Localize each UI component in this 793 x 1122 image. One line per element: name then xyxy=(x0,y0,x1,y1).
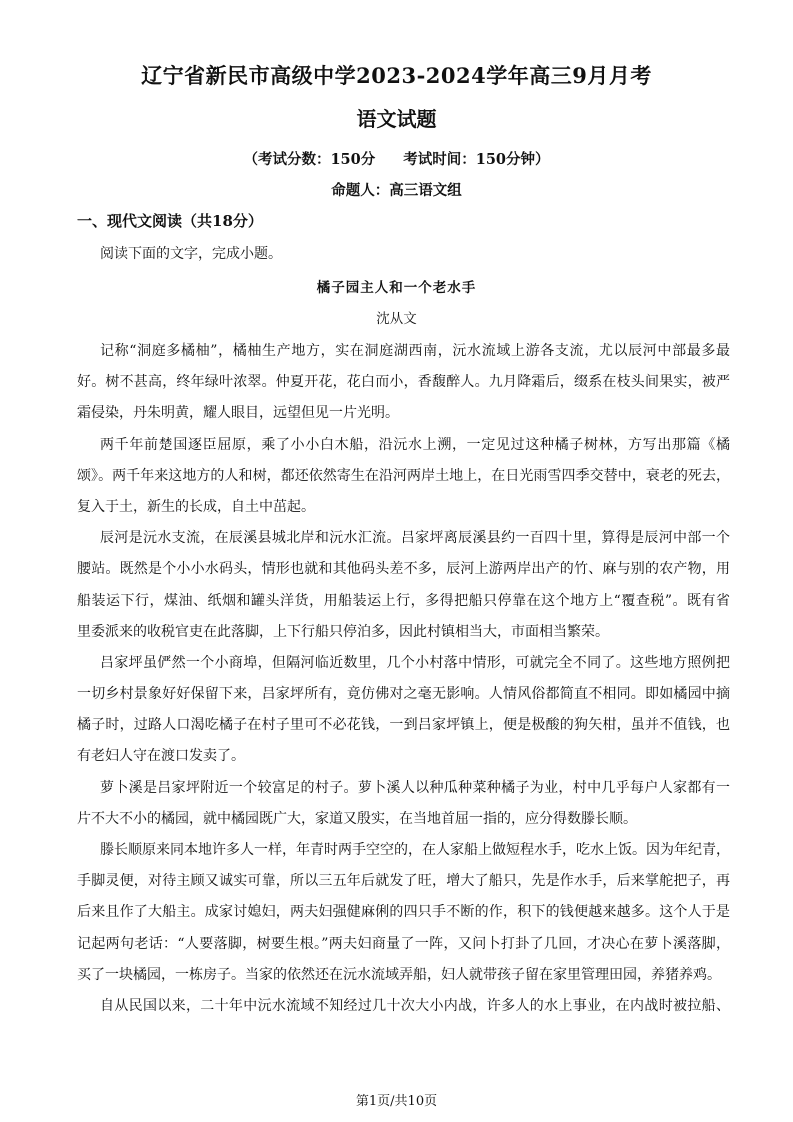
exam-time: 考试时间：150分钟） xyxy=(403,151,550,168)
paragraph-line: 滕长顺原来同本地许多人一样，年青时两手空空的，在人家船上做短程水手，吃水上饭。因为年纪青， xyxy=(100,842,730,858)
paragraph-line: 记称“洞庭多橘柚”，橘柚生产地方，实在洞庭湖西南，沅水流域上游各支流，尤以辰河中部最多最 xyxy=(100,343,730,359)
paragraph-line: 橘子时，过路人口渴吃橘子在村子里可不必花钱，一到吕家坪镇上，便是极酸的狗矢柑，虽并不值钱，也 xyxy=(77,717,730,734)
paragraph-line: 买了一块橘园，一栋房子。当家的依然还在沅水流域弄船，妇人就带孩子留在家里管理田园，养猪养鸡。 xyxy=(77,966,721,983)
article-paragraph xyxy=(77,835,730,991)
paragraph-line: 自从民国以来，二十年中沅水流域不知经过几十次大小内战，许多人的水上事业，在内战时被拉船、 xyxy=(100,997,730,1014)
paragraph-line: 霜侵染，丹朱明黄，耀人眼目，远望但见一片光明。 xyxy=(77,405,399,422)
paragraph-line: 颂》。两千年来这地方的人和树，都还依然寄生在沿河两岸土地上，在日光雨雪四季交替中，衰老的死去， xyxy=(77,467,730,484)
article-paragraph xyxy=(77,430,730,524)
paragraph-line: 一切乡村景象好好保留下来，吕家坪所有，竟仿佛对之毫无影响。人情风俗都简直不相同。即如橘园中摘 xyxy=(77,686,730,703)
exam-title: 辽宁省新民市高级中学2023-2024学年高三9月月考 xyxy=(141,63,652,88)
paragraph-line: 里委派来的收税官吏在此落脚，上下行船只停泊多，因此村镇相当大，市面相当繁荣。 xyxy=(77,623,609,640)
paragraph-line: 腰站。既然是个小小水码头，情形也就和其他码头差不多，辰河上游两岸出产的竹、麻与别的农产物，用 xyxy=(77,561,730,578)
exam-score: （考试分数：150分 xyxy=(243,151,376,168)
paragraph-line: 有老妇人守在渡口发卖了。 xyxy=(77,748,245,765)
section-heading: 一、现代文阅读（共18分） xyxy=(77,212,263,230)
article-paragraph xyxy=(77,336,730,430)
exam-author: 命题人：高三语文组 xyxy=(331,182,462,199)
paragraph-line: 后来且作了大船主。成家讨媳妇，两夫妇强健麻俐的四只手不断的作，积下的钱便越来越多。这个人于是 xyxy=(77,904,730,921)
article-paragraph xyxy=(77,648,730,773)
article-author: 沈从文 xyxy=(376,311,417,327)
paragraph-line: 手脚灵便，对待主顾又诚实可靠，所以三五年后就发了旺，增大了船只，先是作水手，后来掌舵把子，再 xyxy=(77,873,730,890)
paragraph-line: 记起两句老话：“人要落脚，树要生根。”两夫妇商量了一阵，又问卜打卦了几回，才决心在萝卜溪落脚， xyxy=(77,935,730,952)
article-paragraph xyxy=(77,523,730,648)
exam-info xyxy=(0,148,793,169)
paragraph-line: 片不大不小的橘园，就中橘园既广大，家道又殷实，在当地首屈一指的，应分得数滕长顺。 xyxy=(77,810,637,827)
exam-subject: 语文试题 xyxy=(356,107,437,131)
article-paragraph xyxy=(77,773,730,835)
paragraph-line: 辰河是沅水支流，在辰溪县城北岸和沅水汇流。吕家坪离辰溪县约一百四十里，算得是辰河中部一个 xyxy=(100,530,730,547)
paragraph-line: 吕家坪虽俨然一个小商埠，但隔河临近数里，几个小村落中情形，可就完全不同了。这些地方照例把 xyxy=(100,654,730,671)
paragraph-line: 复入于土，新生的长成，自土中茁起。 xyxy=(77,498,315,515)
article-paragraph xyxy=(77,991,730,1022)
paragraph-line: 好。树不甚高，终年绿叶浓翠。仲夏开花，花白而小，香馥醉人。九月降霜后，缀系在枝头间果实，被严 xyxy=(77,374,730,391)
section-instruction: 阅读下面的文字，完成小题。 xyxy=(100,246,282,262)
article-body xyxy=(77,336,730,1022)
paragraph-line: 船装运下行，煤油、纸烟和罐头洋货，用船装运上行，多得把船只停靠在这个地方上“覆查税”。既有省 xyxy=(77,592,730,609)
page-number: 第1页/共10页 xyxy=(355,1094,438,1109)
article-title: 橘子园主人和一个老水手 xyxy=(316,280,477,296)
paragraph-line: 两千年前楚国逐臣屈原，乘了小小白木船，沿沅水上溯，一定见过这种橘子树林，方写出那篇《橘 xyxy=(100,436,730,453)
paragraph-line: 萝卜溪是吕家坪附近一个较富足的村子。萝卜溪人以种瓜种菜种橘子为业，村中几乎每户人家都有一 xyxy=(100,779,730,796)
